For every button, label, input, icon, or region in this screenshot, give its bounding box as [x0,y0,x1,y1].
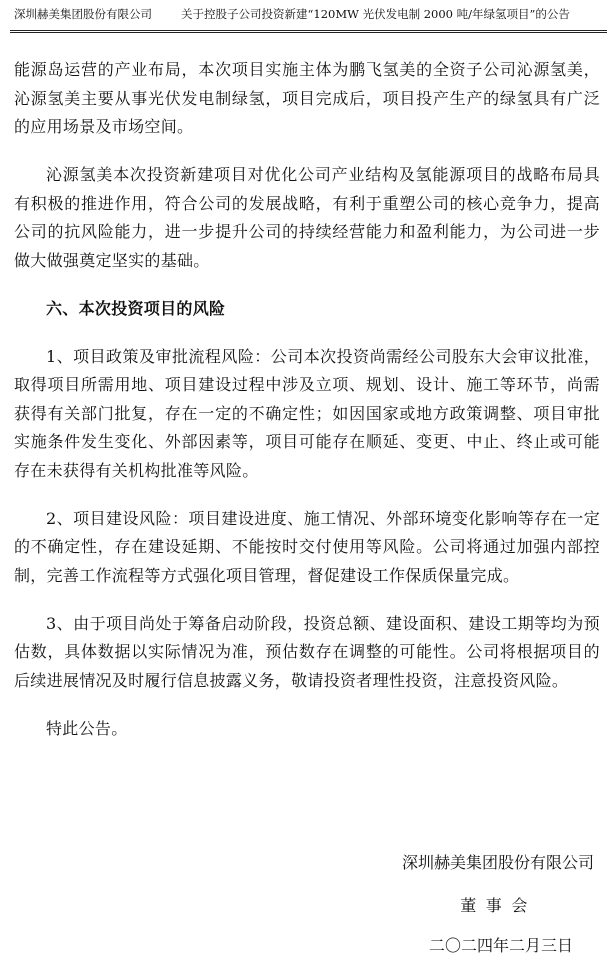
signature-date: 二〇二四年二月三日 [428,936,573,955]
document-body [14,56,600,763]
closing-statement: 特此公告。 [46,718,128,738]
risk-item-estimates: 3、由于项目尚处于筹备启动阶段，投资总额、建设面积、建设工期等均为预估数，具体数据以实际情况为准，预估数存在调整的可能性。公司将根据项目的后续进展情况及时履行信息披露义务，敬请投资者理性投资，注意投资风险。 [14,613,600,690]
risk-item-policy: 1、项目政策及审批流程风险：公司本次投资尚需经公司股东大会审议批准，取得项目所需用地、项目建设过程中涉及立项、规划、设计、施工等环节，尚需获得有关部门批复，存在一定的不确定性；如因国家或地方政策调整、项目审批实施条件发生变化、外部因素等，项目可能存在顺延、变更、中止、终止或可能存在未获得有关机构批准等风险。 [14,346,600,480]
signature-board: 董事会 [460,896,537,915]
risk-item-construction: 2、项目建设风险：项目建设进度、施工情况、外部环境变化影响等存在一定的不确定性，存在建设延期、不能按时交付使用等风险。公司将通过加强内部控制，完善工作流程等方式强化项目管理，督促建设工作保质保量完成。 [14,508,600,585]
header-divider-secondary [10,32,607,33]
page-header [0,0,613,28]
section-heading-risks: 六、本次投资项目的风险 [46,298,226,318]
header-document-title: 关于控股子公司投资新建“120MW 光伏发电制 2000 吨/年绿氢项目”的公告 [181,7,570,21]
header-divider [10,30,607,31]
paragraph-strategy: 沁源氢美本次投资新建项目对优化公司产业结构及氢能源项目的战略布局具有积极的推进作用，符合公司的发展战略，有利于重塑公司的核心竞争力，提高公司的抗风险能力，进一步提升公司的持续经营能力和盈利能力，为公司进一步做大做强奠定坚实的基础。 [14,165,600,270]
header-company-name: 深圳赫美集团股份有限公司 [14,7,152,21]
paragraph-continuation: 能源岛运营的产业布局，本次项目实施主体为鹏飞氢美的全资子公司沁源氢美，沁源氢美主要从事光伏发电制绿氢，项目完成后，项目投产生产的绿氢具有广泛的应用场景及市场空间。 [14,60,600,136]
signature-company: 深圳赫美集团股份有限公司 [401,853,594,872]
